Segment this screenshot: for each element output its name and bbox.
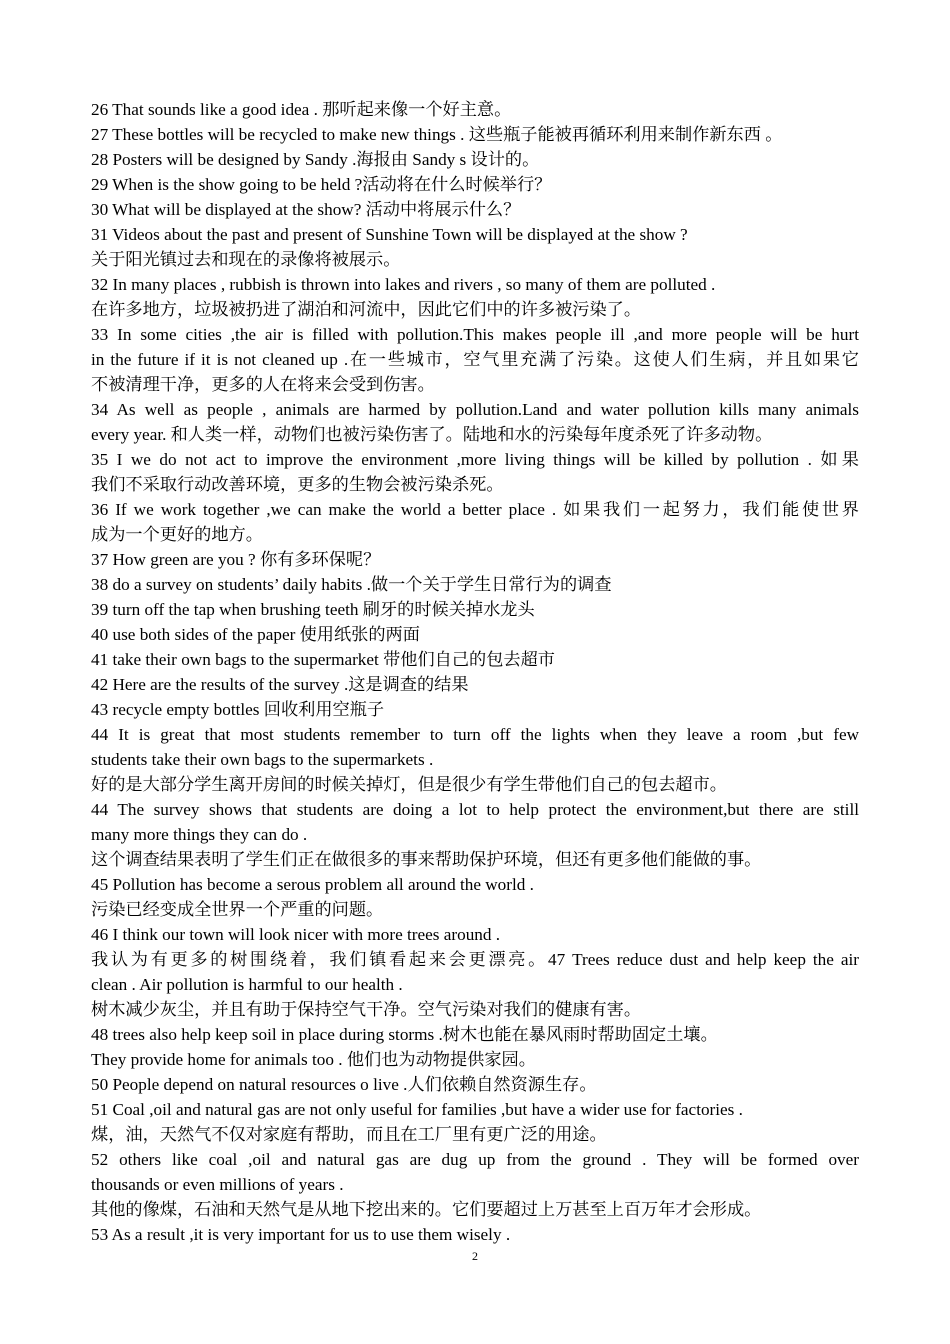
text-line: They provide home for animals too . 他们也为动物提供家园。 — [91, 1050, 536, 1069]
text-line: many more things they can do . — [91, 825, 308, 844]
text-line: 成为一个更好的地方。 — [91, 525, 263, 544]
text-line: in the future if it is not cleaned up .在一些城市，空气里充满了污染。这使人们生病，并且如果它 — [91, 350, 859, 369]
text-line: 树木减少灰尘，并且有助于保持空气干净。空气污染对我们的健康有害。 — [91, 1000, 642, 1019]
text-line: 36 If we work together ,we can make the world a better place . 如果我们一起努力，我们能使世界 — [91, 500, 859, 519]
document-body — [91, 97, 859, 1247]
text-line: 34 As well as people , animals are harmed by pollution.Land and water pollution kills many animals — [91, 400, 859, 419]
text-line: 52 others like coal ,oil and natural gas are dug up from the ground . They will be formed over — [91, 1150, 859, 1169]
text-line: students take their own bags to the supermarkets . — [91, 750, 434, 769]
text-line: 38 do a survey on students’ daily habits .做一个关于学生日常行为的调查 — [91, 575, 612, 594]
text-line: 45 Pollution has become a serous problem all around the world . — [91, 875, 534, 894]
text-line: 41 take their own bags to the supermarket 带他们自己的包去超市 — [91, 650, 555, 669]
text-line: 其他的像煤，石油和天然气是从地下挖出来的。它们要超过上万甚至上百万年才会形成。 — [91, 1200, 762, 1219]
text-line: 不被清理干净，更多的人在将来会受到伤害。 — [91, 375, 435, 394]
text-line: 32 In many places , rubbish is thrown into lakes and rivers , so many of them are polluted . — [91, 275, 716, 294]
text-line: 35 I we do not act to improve the environment ,more living things will be killed by pollution . 如果 — [91, 450, 859, 469]
text-line: 关于阳光镇过去和现在的录像将被展示。 — [91, 250, 401, 269]
text-line: 51 Coal ,oil and natural gas are not only useful for families ,but have a wider use for factories . — [91, 1100, 743, 1119]
text-line: 33 In some cities ,the air is filled with pollution.This makes people ill ,and more people will be hurt — [91, 325, 859, 344]
text-line: 在许多地方，垃圾被扔进了湖泊和河流中，因此它们中的许多被污染了。 — [91, 300, 642, 319]
text-line: 26 That sounds like a good idea . 那听起来像一个好主意。 — [91, 100, 512, 119]
text-line: 44 The survey shows that students are doing a lot to help protect the environment,but there are still — [91, 800, 859, 819]
text-line: 46 I think our town will look nicer with more trees around . — [91, 925, 501, 944]
text-line: 40 use both sides of the paper 使用纸张的两面 — [91, 625, 420, 644]
text-line: 我们不采取行动改善环境，更多的生物会被污染杀死。 — [91, 475, 504, 494]
text-line: every year. 和人类一样，动物们也被污染伤害了。陆地和水的污染每年度杀死了许多动物。 — [91, 425, 773, 444]
text-line: 39 turn off the tap when brushing teeth 刷牙的时候关掉水龙头 — [91, 600, 535, 619]
text-line: 好的是大部分学生离开房间的时候关掉灯，但是很少有学生带他们自己的包去超市。 — [91, 775, 727, 794]
text-line: 44 It is great that most students remember to turn off the lights when they leave a room ,but few — [91, 725, 859, 744]
text-line: 我认为有更多的树围绕着，我们镇看起来会更漂亮。47 Trees reduce dust and help keep the air — [91, 950, 859, 969]
text-line: 31 Videos about the past and present of Sunshine Town will be displayed at the show ? — [91, 225, 688, 244]
text-line: 48 trees also help keep soil in place during storms .树木也能在暴风雨时帮助固定土壤。 — [91, 1025, 718, 1044]
text-line: thousands or even millions of years . — [91, 1175, 344, 1194]
text-line: 29 When is the show going to be held ?活动将在什么时候举行？ — [91, 175, 552, 194]
text-line: 37 How green are you ? 你有多环保呢？ — [91, 550, 381, 569]
text-line: 这个调查结果表明了学生们正在做很多的事来帮助保护环境，但还有更多他们能做的事。 — [91, 850, 762, 869]
text-line: 42 Here are the results of the survey .这是调查的结果 — [91, 675, 469, 694]
page-number: 2 — [472, 1249, 478, 1263]
text-line: 污染已经变成全世界一个严重的问题。 — [91, 900, 384, 919]
text-line: 28 Posters will be designed by Sandy .海报由 Sandy s 设计的。 — [91, 150, 540, 169]
text-line: 43 recycle empty bottles 回收利用空瓶子 — [91, 700, 385, 719]
text-line: 50 People depend on natural resources o live .人们依赖自然资源生存。 — [91, 1075, 597, 1094]
text-line: 53 As a result ,it is very important for us to use them wisely . — [91, 1225, 511, 1244]
text-line: 27 These bottles will be recycled to make new things . 这些瓶子能被再循环利用来制作新东西 。 — [91, 125, 783, 144]
text-line: clean . Air pollution is harmful to our health . — [91, 975, 403, 994]
text-line: 煤，油，天然气不仅对家庭有帮助，而且在工厂里有更广泛的用途。 — [91, 1125, 607, 1144]
text-line: 30 What will be displayed at the show? 活动中将展示什么？ — [91, 200, 521, 219]
